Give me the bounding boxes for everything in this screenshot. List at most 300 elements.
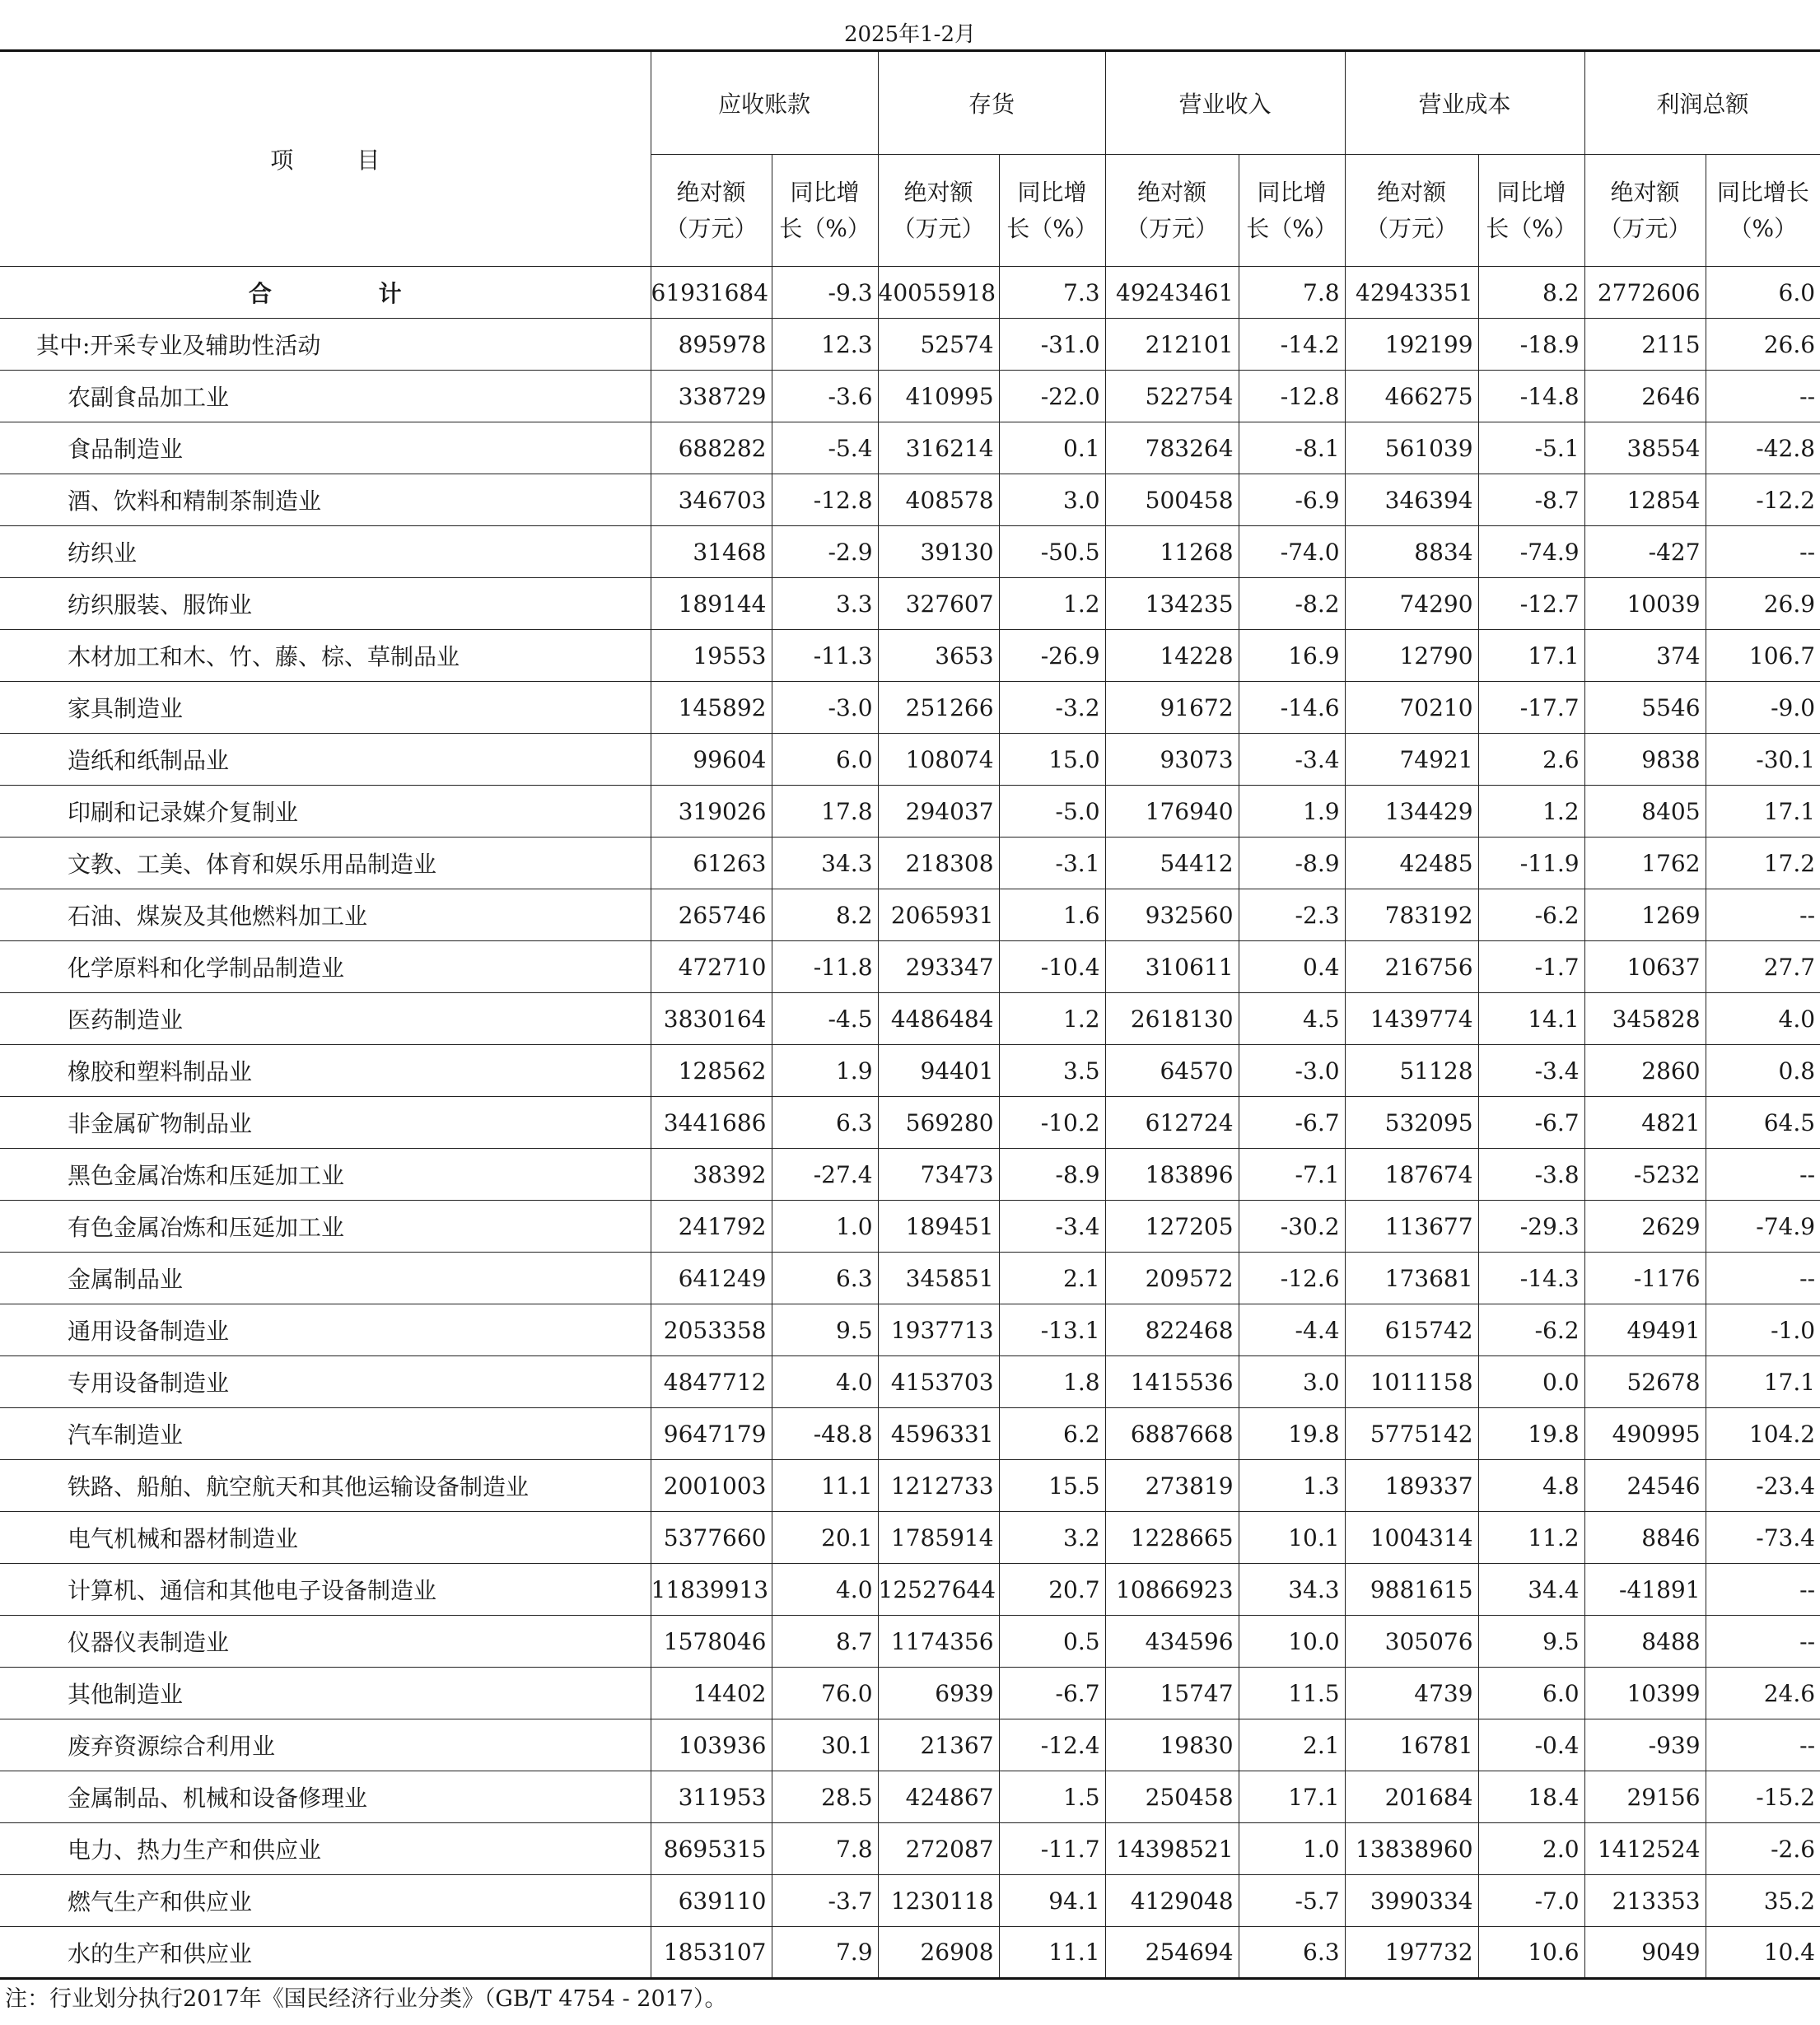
cell-value: 61263 xyxy=(651,838,772,889)
cell-value: 19553 xyxy=(651,630,772,682)
cell-value: -3.8 xyxy=(1478,1149,1584,1201)
cell-value: 3.0 xyxy=(1239,1356,1345,1408)
cell-value: -- xyxy=(1706,1564,1820,1616)
cell-value: 127205 xyxy=(1105,1201,1239,1253)
cell-value: 189451 xyxy=(878,1201,999,1253)
cell-value: 500458 xyxy=(1105,474,1239,526)
cell-value: 338729 xyxy=(651,371,772,422)
cell-value: 17.2 xyxy=(1706,838,1820,889)
cell-value: 94401 xyxy=(878,1045,999,1097)
cell-value: -22.0 xyxy=(999,371,1105,422)
cell-value: 1.0 xyxy=(772,1201,878,1253)
cell-value: 3.5 xyxy=(999,1045,1105,1097)
cell-value: -3.7 xyxy=(772,1875,878,1927)
cell-value: -6.7 xyxy=(1478,1097,1584,1149)
row-label: 金属制品、机械和设备修理业 xyxy=(0,1771,651,1823)
cell-value: 250458 xyxy=(1105,1771,1239,1823)
sub-header-line: 绝对额 xyxy=(1377,178,1447,206)
cell-value: 99604 xyxy=(651,734,772,786)
cell-value: 10399 xyxy=(1584,1668,1706,1719)
cell-value: 612724 xyxy=(1105,1097,1239,1149)
cell-value: 5377660 xyxy=(651,1512,772,1564)
cell-value: 1439774 xyxy=(1345,993,1478,1045)
cell-value: 10866923 xyxy=(1105,1564,1239,1616)
table-row xyxy=(0,578,1820,630)
row-label: 酒、饮料和精制茶制造业 xyxy=(0,474,651,526)
sub-header-line: 长（%） xyxy=(1486,214,1577,242)
table-row xyxy=(0,889,1820,941)
cell-value: 6.3 xyxy=(772,1097,878,1149)
table-row xyxy=(0,993,1820,1045)
cell-value: 0.0 xyxy=(1478,1356,1584,1408)
sub-header-line: 绝对额 xyxy=(676,178,746,206)
group-header-cost: 营业成本 xyxy=(1345,51,1584,155)
row-label: 其中:开采专业及辅助性活动 xyxy=(0,319,651,371)
row-label: 废弃资源综合利用业 xyxy=(0,1719,651,1771)
cell-value: 6.0 xyxy=(772,734,878,786)
row-label: 木材加工和木、竹、藤、棕、草制品业 xyxy=(0,630,651,682)
cell-value: 2.1 xyxy=(999,1253,1105,1304)
cell-value: 49491 xyxy=(1584,1304,1706,1356)
cell-value: 1785914 xyxy=(878,1512,999,1564)
sub-header-growth xyxy=(1239,155,1345,267)
cell-value: 8695315 xyxy=(651,1823,772,1875)
cell-value: -11.3 xyxy=(772,630,878,682)
cell-value: 8834 xyxy=(1345,526,1478,578)
period-label: 2025年1-2月 xyxy=(843,22,977,47)
cell-value: 1.0 xyxy=(1239,1823,1345,1875)
cell-value: -7.1 xyxy=(1239,1149,1345,1201)
cell-value: 9.5 xyxy=(772,1304,878,1356)
cell-value: 9881615 xyxy=(1345,1564,1478,1616)
cell-value: 8846 xyxy=(1584,1512,1706,1564)
cell-value: 2629 xyxy=(1584,1201,1706,1253)
cell-value: 11.5 xyxy=(1239,1668,1345,1719)
cell-value: -12.4 xyxy=(999,1719,1105,1771)
cell-value: 1230118 xyxy=(878,1875,999,1927)
cell-value: -8.9 xyxy=(999,1149,1105,1201)
cell-value: 6887668 xyxy=(1105,1408,1239,1460)
sub-header-line: （万元） xyxy=(892,214,985,242)
sub-header-line: 长（%） xyxy=(779,214,870,242)
sub-header-absolute xyxy=(1105,155,1239,267)
cell-value: 14398521 xyxy=(1105,1823,1239,1875)
cell-value: 0.1 xyxy=(999,422,1105,474)
cell-value: 183896 xyxy=(1105,1149,1239,1201)
cell-value: -14.8 xyxy=(1478,371,1584,422)
row-label: 电气机械和器材制造业 xyxy=(0,1512,651,1564)
cell-value: 783264 xyxy=(1105,422,1239,474)
table-row xyxy=(0,474,1820,526)
sub-header-line: 同比增长 xyxy=(1716,178,1809,206)
cell-value: 189144 xyxy=(651,578,772,630)
cell-value: 218308 xyxy=(878,838,999,889)
sub-header-line: 绝对额 xyxy=(903,178,973,206)
cell-value: -5.0 xyxy=(999,786,1105,838)
header-group-row xyxy=(0,51,1820,155)
cell-value: 4.5 xyxy=(1239,993,1345,1045)
cell-value: 251266 xyxy=(878,682,999,734)
sub-header-line: 同比增 xyxy=(1257,178,1327,206)
cell-value: 6.3 xyxy=(772,1253,878,1304)
cell-value: 254694 xyxy=(1105,1927,1239,1979)
cell-value: 94.1 xyxy=(999,1875,1105,1927)
cell-value: 12790 xyxy=(1345,630,1478,682)
cell-value: 311953 xyxy=(651,1771,772,1823)
cell-value: -14.6 xyxy=(1239,682,1345,734)
cell-value: -29.3 xyxy=(1478,1201,1584,1253)
cell-value: -27.4 xyxy=(772,1149,878,1201)
cell-value: -12.2 xyxy=(1706,474,1820,526)
cell-value: 3653 xyxy=(878,630,999,682)
cell-value: -1176 xyxy=(1584,1253,1706,1304)
cell-value: 310611 xyxy=(1105,941,1239,993)
cell-value: 1.5 xyxy=(999,1771,1105,1823)
row-label: 化学原料和化学制品制造业 xyxy=(0,941,651,993)
cell-value: 134429 xyxy=(1345,786,1478,838)
row-label: 医药制造业 xyxy=(0,993,651,1045)
cell-value: 108074 xyxy=(878,734,999,786)
cell-value: -1.7 xyxy=(1478,941,1584,993)
cell-value: -11.8 xyxy=(772,941,878,993)
cell-value: 293347 xyxy=(878,941,999,993)
cell-value: -74.9 xyxy=(1706,1201,1820,1253)
cell-value: 434596 xyxy=(1105,1616,1239,1668)
cell-value: 4.0 xyxy=(1706,993,1820,1045)
row-label: 仪器仪表制造业 xyxy=(0,1616,651,1668)
cell-value: 1.2 xyxy=(1478,786,1584,838)
cell-value: 1.6 xyxy=(999,889,1105,941)
cell-value: -73.4 xyxy=(1706,1512,1820,1564)
cell-value: 35.2 xyxy=(1706,1875,1820,1927)
cell-value: 932560 xyxy=(1105,889,1239,941)
cell-value: 17.1 xyxy=(1478,630,1584,682)
cell-value: 27.7 xyxy=(1706,941,1820,993)
item-header: 项 目 xyxy=(0,51,651,267)
sub-header-line: （万元） xyxy=(1126,214,1219,242)
table-row xyxy=(0,786,1820,838)
cell-value: 76.0 xyxy=(772,1668,878,1719)
cell-value: 9.5 xyxy=(1478,1616,1584,1668)
cell-value: -- xyxy=(1706,1616,1820,1668)
cell-value: -2.6 xyxy=(1706,1823,1820,1875)
cell-value: 345828 xyxy=(1584,993,1706,1045)
sub-header-growth-last xyxy=(1706,155,1820,267)
cell-value: 134235 xyxy=(1105,578,1239,630)
cell-value: 408578 xyxy=(878,474,999,526)
cell-value: -3.1 xyxy=(999,838,1105,889)
cell-value: -5.1 xyxy=(1478,422,1584,474)
cell-value: 316214 xyxy=(878,422,999,474)
cell-value: 6.0 xyxy=(1706,267,1820,319)
table-row xyxy=(0,1097,1820,1149)
cell-value: 3.0 xyxy=(999,474,1105,526)
cell-value: 187674 xyxy=(1345,1149,1478,1201)
cell-value: 1415536 xyxy=(1105,1356,1239,1408)
sub-header-growth xyxy=(1478,155,1584,267)
cell-value: 52574 xyxy=(878,319,999,371)
table-row xyxy=(0,1616,1820,1668)
cell-value: 29156 xyxy=(1584,1771,1706,1823)
cell-value: -3.0 xyxy=(1239,1045,1345,1097)
cell-value: 70210 xyxy=(1345,682,1478,734)
cell-value: 5546 xyxy=(1584,682,1706,734)
cell-value: -17.7 xyxy=(1478,682,1584,734)
cell-value: -14.2 xyxy=(1239,319,1345,371)
cell-value: 639110 xyxy=(651,1875,772,1927)
cell-value: -13.1 xyxy=(999,1304,1105,1356)
cell-value: 12.3 xyxy=(772,319,878,371)
cell-value: -6.9 xyxy=(1239,474,1345,526)
group-header-inventory: 存货 xyxy=(878,51,1105,155)
cell-value: 4486484 xyxy=(878,993,999,1045)
cell-value: 1269 xyxy=(1584,889,1706,941)
cell-value: 12527644 xyxy=(878,1564,999,1616)
cell-value: 212101 xyxy=(1105,319,1239,371)
cell-value: 1853107 xyxy=(651,1927,772,1979)
cell-value: -3.4 xyxy=(999,1201,1105,1253)
cell-value: 10.1 xyxy=(1239,1512,1345,1564)
sub-header-line: 绝对额 xyxy=(1137,178,1207,206)
cell-value: 38392 xyxy=(651,1149,772,1201)
cell-value: 2115 xyxy=(1584,319,1706,371)
cell-value: 1.9 xyxy=(772,1045,878,1097)
cell-value: -2.3 xyxy=(1239,889,1345,941)
cell-value: 822468 xyxy=(1105,1304,1239,1356)
sub-header-line: 长（%） xyxy=(1246,214,1337,242)
cell-value: 0.5 xyxy=(999,1616,1105,1668)
cell-value: 345851 xyxy=(878,1253,999,1304)
cell-value: -6.2 xyxy=(1478,889,1584,941)
cell-value: -- xyxy=(1706,889,1820,941)
cell-value: 145892 xyxy=(651,682,772,734)
cell-value: 2065931 xyxy=(878,889,999,941)
cell-value: 6.3 xyxy=(1239,1927,1345,1979)
cell-value: -74.9 xyxy=(1478,526,1584,578)
group-header-profit: 利润总额 xyxy=(1584,51,1820,155)
table-row xyxy=(0,1927,1820,1979)
cell-value: 24.6 xyxy=(1706,1668,1820,1719)
cell-value: 15747 xyxy=(1105,1668,1239,1719)
cell-value: 8405 xyxy=(1584,786,1706,838)
cell-value: -11.9 xyxy=(1478,838,1584,889)
cell-value: 3.2 xyxy=(999,1512,1105,1564)
cell-value: 34.3 xyxy=(1239,1564,1345,1616)
cell-value: 0.4 xyxy=(1239,941,1345,993)
row-label: 印刷和记录媒介复制业 xyxy=(0,786,651,838)
table-row xyxy=(0,1668,1820,1719)
cell-value: 128562 xyxy=(651,1045,772,1097)
cell-value: 4821 xyxy=(1584,1097,1706,1149)
cell-value: 7.9 xyxy=(772,1927,878,1979)
cell-value: -11.7 xyxy=(999,1823,1105,1875)
cell-value: 2.1 xyxy=(1239,1719,1345,1771)
cell-value: 17.1 xyxy=(1706,786,1820,838)
cell-value: 176940 xyxy=(1105,786,1239,838)
cell-value: 11268 xyxy=(1105,526,1239,578)
sub-header-absolute xyxy=(878,155,999,267)
cell-value: 7.8 xyxy=(1239,267,1345,319)
cell-value: 113677 xyxy=(1345,1201,1478,1253)
cell-value: 5775142 xyxy=(1345,1408,1478,1460)
cell-value: 374 xyxy=(1584,630,1706,682)
table-row xyxy=(0,1823,1820,1875)
cell-value: 14.1 xyxy=(1478,993,1584,1045)
cell-value: 30.1 xyxy=(772,1719,878,1771)
cell-value: 1174356 xyxy=(878,1616,999,1668)
cell-value: -3.4 xyxy=(1239,734,1345,786)
cell-value: 6939 xyxy=(878,1668,999,1719)
table-row xyxy=(0,1771,1820,1823)
cell-value: 1.3 xyxy=(1239,1460,1345,1512)
cell-value: 466275 xyxy=(1345,371,1478,422)
cell-value: -427 xyxy=(1584,526,1706,578)
row-label: 橡胶和塑料制品业 xyxy=(0,1045,651,1097)
cell-value: 8.7 xyxy=(772,1616,878,1668)
cell-value: 3441686 xyxy=(651,1097,772,1149)
cell-value: 216756 xyxy=(1345,941,1478,993)
cell-value: 51128 xyxy=(1345,1045,1478,1097)
cell-value: 410995 xyxy=(878,371,999,422)
cell-value: 18.4 xyxy=(1478,1771,1584,1823)
cell-value: 6.2 xyxy=(999,1408,1105,1460)
cell-value: 346703 xyxy=(651,474,772,526)
row-label: 铁路、船舶、航空航天和其他运输设备制造业 xyxy=(0,1460,651,1512)
table-row xyxy=(0,630,1820,682)
cell-value: 4.8 xyxy=(1478,1460,1584,1512)
cell-value: -- xyxy=(1706,526,1820,578)
row-label: 合 计 xyxy=(0,267,651,319)
cell-value: 26.9 xyxy=(1706,578,1820,630)
cell-value: 615742 xyxy=(1345,1304,1478,1356)
cell-value: 104.2 xyxy=(1706,1408,1820,1460)
cell-value: 13838960 xyxy=(1345,1823,1478,1875)
cell-value: 4.0 xyxy=(772,1564,878,1616)
cell-value: 17.1 xyxy=(1239,1771,1345,1823)
cell-value: -8.2 xyxy=(1239,578,1345,630)
cell-value: -8.1 xyxy=(1239,422,1345,474)
sub-header-line: 绝对额 xyxy=(1610,178,1680,206)
row-label: 汽车制造业 xyxy=(0,1408,651,1460)
cell-value: 424867 xyxy=(878,1771,999,1823)
cell-value: 6.0 xyxy=(1478,1668,1584,1719)
cell-value: 241792 xyxy=(651,1201,772,1253)
sub-header-line: （万元） xyxy=(1598,214,1692,242)
cell-value: -5232 xyxy=(1584,1149,1706,1201)
cell-value: 472710 xyxy=(651,941,772,993)
cell-value: -12.8 xyxy=(1239,371,1345,422)
cell-value: -12.8 xyxy=(772,474,878,526)
cell-value: 12854 xyxy=(1584,474,1706,526)
cell-value: 42943351 xyxy=(1345,267,1478,319)
cell-value: 783192 xyxy=(1345,889,1478,941)
cell-value: 9838 xyxy=(1584,734,1706,786)
cell-value: 8.2 xyxy=(772,889,878,941)
cell-value: 173681 xyxy=(1345,1253,1478,1304)
cell-value: 9647179 xyxy=(651,1408,772,1460)
table-row xyxy=(0,1201,1820,1253)
cell-value: 11.1 xyxy=(772,1460,878,1512)
cell-value: 10637 xyxy=(1584,941,1706,993)
table-row xyxy=(0,838,1820,889)
cell-value: 16.9 xyxy=(1239,630,1345,682)
group-header-receivables: 应收账款 xyxy=(651,51,878,155)
cell-value: 1412524 xyxy=(1584,1823,1706,1875)
cell-value: -5.4 xyxy=(772,422,878,474)
row-label: 水的生产和供应业 xyxy=(0,1927,651,1979)
cell-value: -4.5 xyxy=(772,993,878,1045)
cell-value: 15.5 xyxy=(999,1460,1105,1512)
cell-value: 209572 xyxy=(1105,1253,1239,1304)
sub-header-line: 长（%） xyxy=(1006,214,1098,242)
sub-header-absolute xyxy=(1584,155,1706,267)
cell-value: -6.7 xyxy=(999,1668,1105,1719)
cell-value: 532095 xyxy=(1345,1097,1478,1149)
cell-value: 17.8 xyxy=(772,786,878,838)
cell-value: -9.3 xyxy=(772,267,878,319)
cell-value: 4847712 xyxy=(651,1356,772,1408)
cell-value: 74290 xyxy=(1345,578,1478,630)
cell-value: -23.4 xyxy=(1706,1460,1820,1512)
cell-value: -2.9 xyxy=(772,526,878,578)
cell-value: -939 xyxy=(1584,1719,1706,1771)
row-label: 通用设备制造业 xyxy=(0,1304,651,1356)
cell-value: 20.1 xyxy=(772,1512,878,1564)
table-row xyxy=(0,1356,1820,1408)
cell-value: 2.0 xyxy=(1478,1823,1584,1875)
cell-value: 2001003 xyxy=(651,1460,772,1512)
cell-value: -41891 xyxy=(1584,1564,1706,1616)
cell-value: 11839913 xyxy=(651,1564,772,1616)
table-row xyxy=(0,1149,1820,1201)
cell-value: -48.8 xyxy=(772,1408,878,1460)
cell-value: 52678 xyxy=(1584,1356,1706,1408)
cell-value: -30.2 xyxy=(1239,1201,1345,1253)
cell-value: -42.8 xyxy=(1706,422,1820,474)
sub-header-line: 同比增 xyxy=(790,178,860,206)
row-label: 专用设备制造业 xyxy=(0,1356,651,1408)
cell-value: 2860 xyxy=(1584,1045,1706,1097)
cell-value: -18.9 xyxy=(1478,319,1584,371)
cell-value: 346394 xyxy=(1345,474,1478,526)
group-header-revenue: 营业收入 xyxy=(1105,51,1345,155)
total-row xyxy=(0,267,1820,319)
table-row xyxy=(0,1304,1820,1356)
row-label: 文教、工美、体育和娱乐用品制造业 xyxy=(0,838,651,889)
cell-value: 2.6 xyxy=(1478,734,1584,786)
cell-value: -- xyxy=(1706,1719,1820,1771)
table-row xyxy=(0,1564,1820,1616)
cell-value: 19.8 xyxy=(1239,1408,1345,1460)
cell-value: 189337 xyxy=(1345,1460,1478,1512)
table-row xyxy=(0,1512,1820,1564)
cell-value: 1.9 xyxy=(1239,786,1345,838)
row-label: 非金属矿物制品业 xyxy=(0,1097,651,1149)
cell-value: 2646 xyxy=(1584,371,1706,422)
cell-value: 1.8 xyxy=(999,1356,1105,1408)
cell-value: 10.4 xyxy=(1706,1927,1820,1979)
cell-value: -3.2 xyxy=(999,682,1105,734)
row-label: 石油、煤炭及其他燃料加工业 xyxy=(0,889,651,941)
sub-header-line: （万元） xyxy=(1365,214,1458,242)
table-row xyxy=(0,1408,1820,1460)
cell-value: -30.1 xyxy=(1706,734,1820,786)
cell-value: -10.2 xyxy=(999,1097,1105,1149)
cell-value: 305076 xyxy=(1345,1616,1478,1668)
cell-value: 2772606 xyxy=(1584,267,1706,319)
cell-value: 895978 xyxy=(651,319,772,371)
cell-value: 197732 xyxy=(1345,1927,1478,1979)
